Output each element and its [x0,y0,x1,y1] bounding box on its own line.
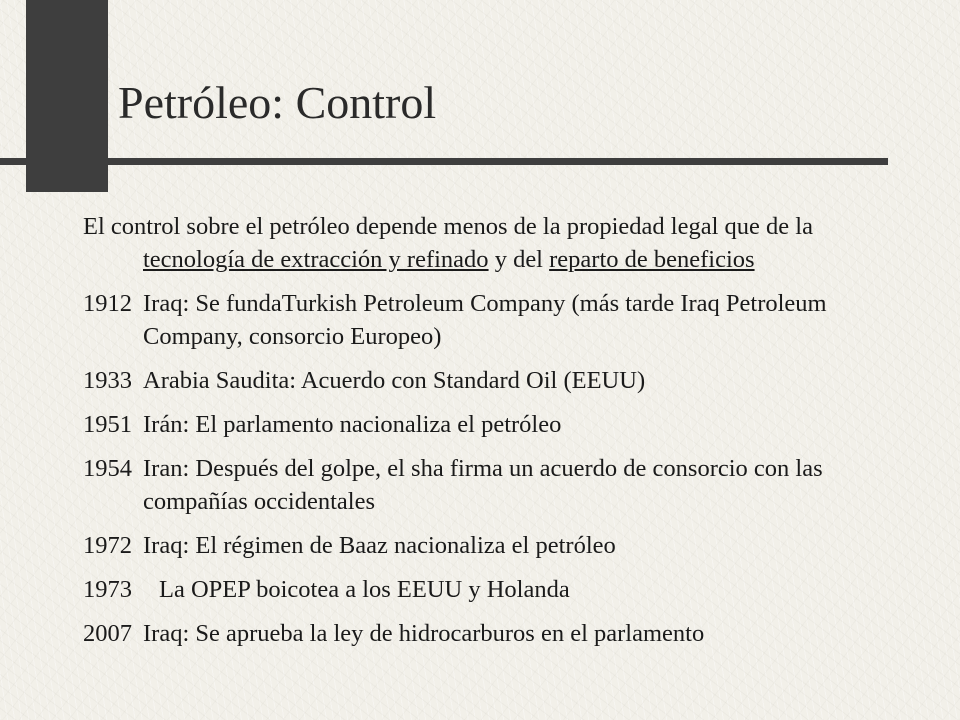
event-text: Arabia Saudita: Acuerdo con Standard Oil (EEUU) [143,367,646,394]
slide-body [83,210,913,661]
slide-title: Petróleo: Control [118,77,437,128]
title-underline-bar [0,158,888,165]
event-1933 [83,364,913,397]
event-year: 1954 [83,455,132,482]
intro-underlined-technology: tecnología de extracción y refinado [143,246,489,273]
event-text: Iraq: Se fundaTurkish Petroleum Company (más tarde Iraq Petroleum Company, consorcio Europeo) [143,290,827,350]
event-text: Iran: Después del golpe, el sha firma un acuerdo de consorcio con las compañías occidentales [143,455,823,515]
intro-text-1: El control sobre el petróleo depende menos de la propiedad legal que de la [83,213,813,240]
intro-underlined-profits: reparto de beneficios [549,246,755,273]
intro-text-2: y del [488,246,550,273]
event-1912 [83,287,913,353]
intro-paragraph [83,210,913,276]
event-year: 1973 [83,576,132,603]
event-text: Iraq: Se aprueba la ley de hidrocarburos en el parlamento [143,620,705,647]
event-year: 1972 [83,532,132,559]
event-1954 [83,452,913,518]
event-1972 [83,529,913,562]
event-year: 1951 [83,411,132,438]
event-1951 [83,408,913,441]
event-year: 1912 [83,290,132,317]
event-text: Iraq: El régimen de Baaz nacionaliza el petróleo [143,532,616,559]
event-year: 1933 [83,367,132,394]
event-2007 [83,617,913,650]
event-text: La OPEP boicotea a los EEUU y Holanda [159,576,570,603]
event-year: 2007 [83,620,132,647]
event-1973 [83,573,913,606]
event-text: Irán: El parlamento nacionaliza el petróleo [143,411,562,438]
